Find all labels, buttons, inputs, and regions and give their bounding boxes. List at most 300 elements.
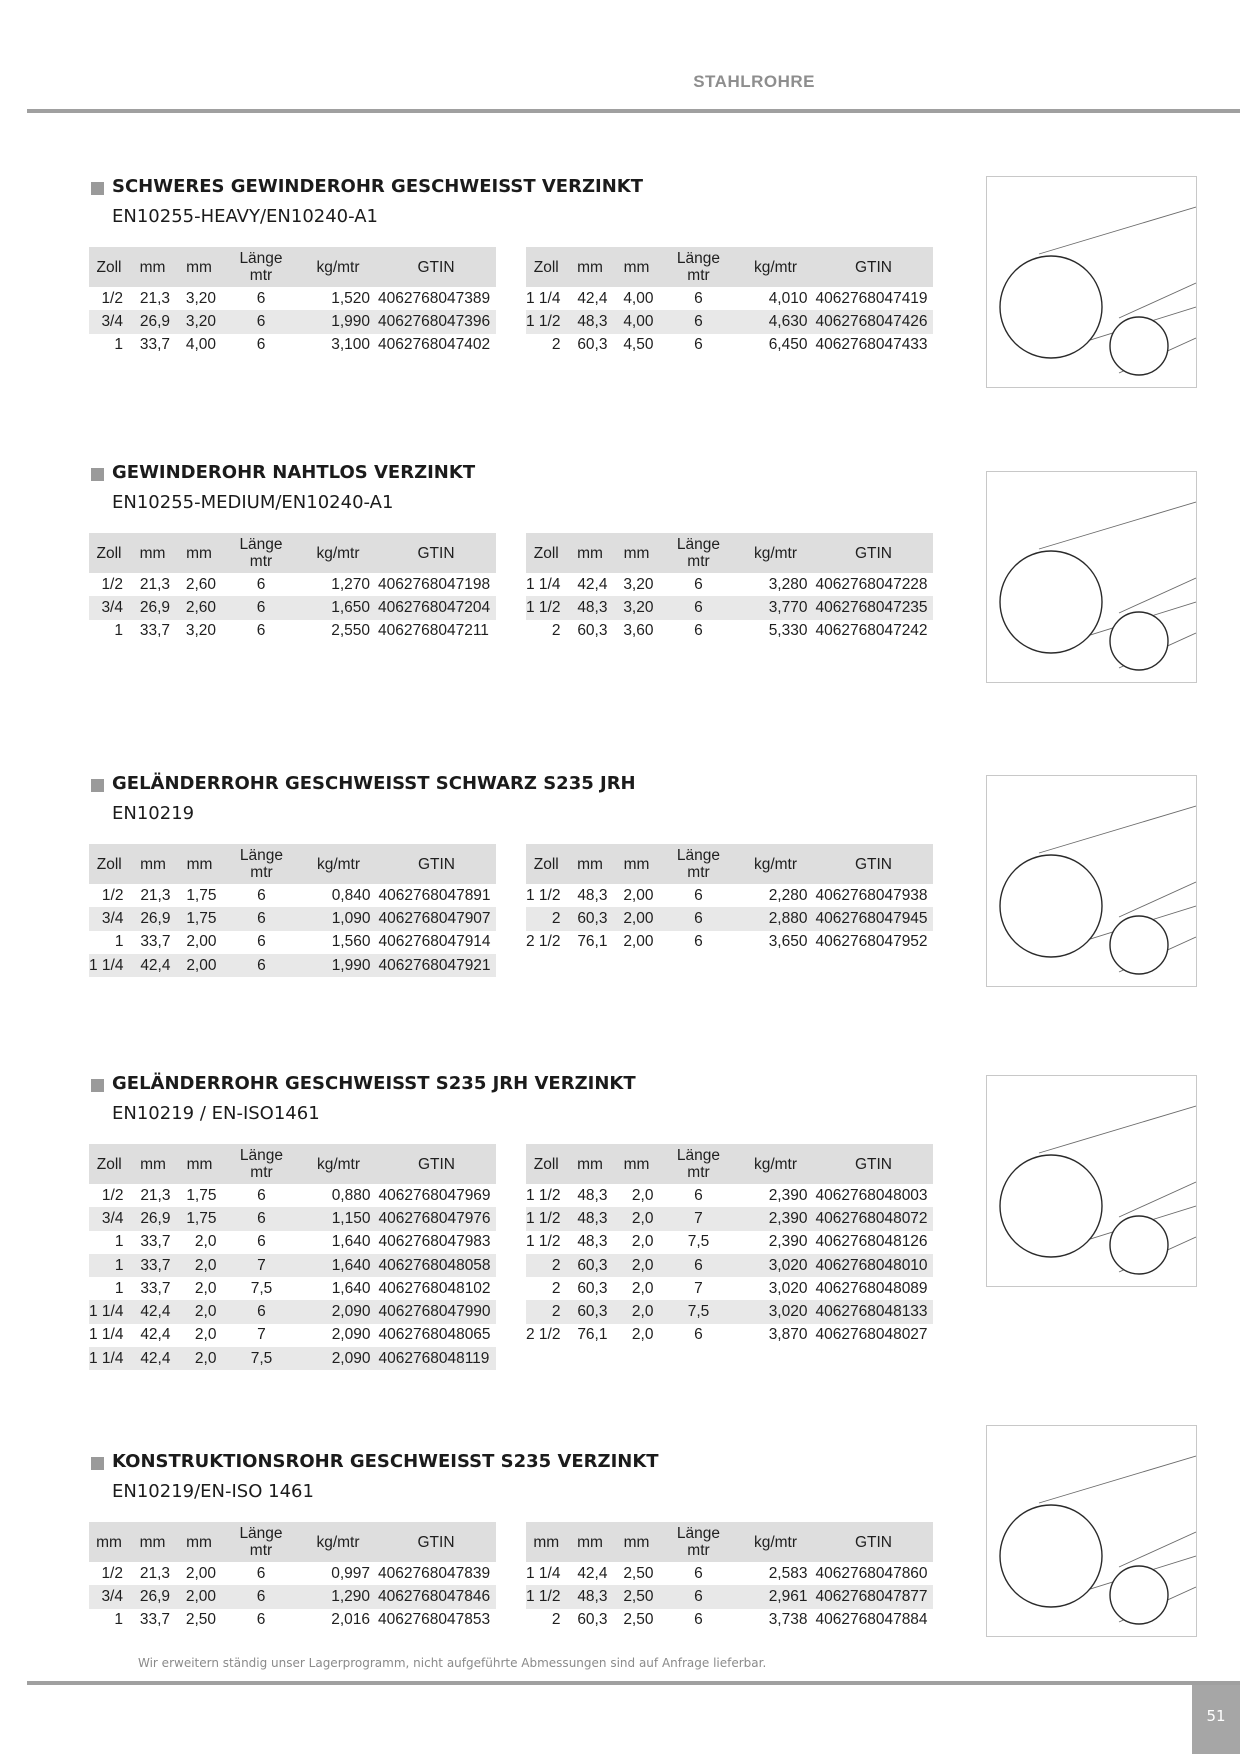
table-cell: 1,640 bbox=[300, 1254, 376, 1277]
table-cell: 2,0 bbox=[631, 1326, 654, 1344]
table-row bbox=[89, 954, 496, 977]
table-cell: 1/2 bbox=[101, 575, 123, 593]
table-cell: 6 bbox=[659, 1585, 737, 1608]
table-cell: 3,100 bbox=[331, 336, 370, 354]
table-cell: 6 bbox=[659, 907, 737, 930]
page-number: 51 bbox=[1206, 1707, 1226, 1725]
table-cell: 6 bbox=[256, 1611, 266, 1629]
table-row bbox=[89, 1347, 496, 1370]
table-cell: 1,75 bbox=[176, 907, 222, 930]
table-cell: 4062768047853 bbox=[378, 1611, 491, 1629]
table-cell: 2,583 bbox=[768, 1564, 808, 1582]
table-row bbox=[526, 1300, 933, 1323]
table-cell: 6 bbox=[659, 596, 737, 619]
table-row bbox=[526, 1254, 933, 1277]
table-cell: 4062768047389 bbox=[378, 289, 491, 307]
pipe-illustration-icon bbox=[987, 776, 1196, 986]
table-cell: 42,4 bbox=[577, 289, 608, 307]
table-cell: 21,3 bbox=[139, 289, 170, 307]
table-cell: 3/4 bbox=[89, 1585, 129, 1608]
table-cell: 3,738 bbox=[768, 1611, 808, 1629]
table-row bbox=[89, 310, 496, 333]
table-cell: 1 bbox=[114, 622, 123, 640]
table-cell: 4062768048010 bbox=[813, 1254, 933, 1277]
table-cell: 0,880 bbox=[331, 1186, 371, 1204]
table-cell: 6 bbox=[694, 622, 703, 640]
pipe-image-box bbox=[986, 1075, 1197, 1287]
table-cell: 4062768048027 bbox=[815, 1326, 928, 1344]
table-row bbox=[89, 1585, 496, 1608]
bullet-square-icon bbox=[91, 779, 104, 792]
column-header: mm bbox=[613, 533, 659, 573]
table-cell: 7 bbox=[694, 1279, 703, 1297]
table-cell: 2,880 bbox=[737, 907, 813, 930]
table-cell: 21,3 bbox=[139, 575, 170, 593]
column-header: mm bbox=[176, 1522, 222, 1562]
table-cell: 1 1/2 bbox=[526, 1207, 566, 1230]
column-header: mm bbox=[566, 844, 613, 884]
table-cell: 1,75 bbox=[176, 1207, 222, 1230]
table-row bbox=[526, 931, 933, 954]
table-cell: 1,270 bbox=[331, 575, 370, 593]
column-header: mm bbox=[176, 247, 222, 287]
table-cell: 2,00 bbox=[186, 933, 217, 951]
table-row bbox=[526, 1562, 933, 1585]
table-cell: 2,0 bbox=[176, 1300, 222, 1323]
table-cell: 3,020 bbox=[768, 1279, 808, 1297]
table-row bbox=[89, 1254, 496, 1277]
bullet-square-icon bbox=[91, 1079, 104, 1092]
column-header: mm bbox=[176, 533, 222, 573]
table-cell: 60,3 bbox=[566, 907, 613, 930]
table-cell: 1/2 bbox=[101, 289, 123, 307]
pipe-image-box bbox=[986, 1425, 1197, 1637]
section-title: SCHWERES GEWINDEROHR GESCHWEISST VERZINKT bbox=[112, 176, 643, 197]
table-cell: 4062768048102 bbox=[378, 1279, 491, 1297]
column-header: Länge mtr bbox=[222, 1144, 300, 1184]
table-cell: 6 bbox=[222, 596, 300, 619]
column-header: mm bbox=[613, 247, 659, 287]
section-standard: EN10219 bbox=[112, 803, 195, 824]
table-header-row bbox=[526, 247, 933, 287]
table-cell: 4062768048119 bbox=[376, 1347, 496, 1370]
table-cell: 21,3 bbox=[139, 1564, 170, 1582]
column-header: mm bbox=[613, 844, 659, 884]
table-cell: 4062768047945 bbox=[813, 907, 933, 930]
table-cell: 26,9 bbox=[129, 1207, 176, 1230]
table-cell: 33,7 bbox=[140, 933, 171, 951]
table-cell: 1 bbox=[114, 1611, 123, 1629]
table-cell: 4062768047877 bbox=[813, 1585, 933, 1608]
column-header: Zoll bbox=[526, 533, 566, 573]
column-header: mm bbox=[129, 844, 176, 884]
column-header: mm bbox=[129, 247, 176, 287]
table-row bbox=[89, 1324, 496, 1347]
table-cell: 5,330 bbox=[768, 622, 808, 640]
table-cell: 1/2 bbox=[101, 1186, 124, 1204]
table-cell: 1,990 bbox=[300, 310, 376, 333]
table-cell: 33,7 bbox=[140, 1233, 171, 1251]
table-cell: 6,450 bbox=[768, 336, 808, 354]
column-header: kg/mtr bbox=[737, 533, 813, 573]
table-cell: 4062768048003 bbox=[815, 1186, 928, 1204]
table-cell: 6 bbox=[257, 1186, 266, 1204]
table-row bbox=[526, 1184, 933, 1207]
table-row bbox=[526, 1585, 933, 1608]
column-header: kg/mtr bbox=[300, 1522, 376, 1562]
column-header: kg/mtr bbox=[300, 247, 376, 287]
table-cell: 4062768048089 bbox=[815, 1279, 928, 1297]
column-header: mm bbox=[129, 533, 176, 573]
table-cell: 2,0 bbox=[176, 1254, 222, 1277]
column-header: mm bbox=[89, 1522, 129, 1562]
table-cell: 26,9 bbox=[129, 1585, 176, 1608]
table-cell: 4062768048072 bbox=[813, 1207, 933, 1230]
table-cell: 48,3 bbox=[566, 596, 613, 619]
table-cell: 2,390 bbox=[768, 1186, 808, 1204]
column-header: Zoll bbox=[89, 1144, 129, 1184]
table-cell: 7,5 bbox=[250, 1279, 273, 1297]
table-cell: 4062768047235 bbox=[813, 596, 933, 619]
column-header: kg/mtr bbox=[737, 247, 813, 287]
footnote: Wir erweitern ständig unser Lagerprogramm, nicht aufgeführte Abmessungen sind auf Anfrage lieferbar. bbox=[138, 1656, 767, 1670]
table-cell: 48,3 bbox=[577, 1186, 608, 1204]
table-cell: 2,0 bbox=[631, 1279, 654, 1297]
pipe-table-left bbox=[89, 1144, 496, 1370]
table-cell: 4062768048058 bbox=[376, 1254, 496, 1277]
page-header-title: STAHLROHRE bbox=[693, 72, 815, 91]
table-cell: 0,840 bbox=[331, 886, 371, 904]
table-cell: 48,3 bbox=[577, 1233, 608, 1251]
table-cell: 7 bbox=[222, 1254, 300, 1277]
column-header: Zoll bbox=[526, 1144, 566, 1184]
table-cell: 2 bbox=[551, 622, 561, 640]
column-header: mm bbox=[129, 1522, 176, 1562]
table-cell: 4062768047907 bbox=[376, 907, 496, 930]
table-cell: 33,7 bbox=[139, 622, 170, 640]
column-header: Zoll bbox=[89, 247, 129, 287]
table-cell: 26,9 bbox=[129, 907, 176, 930]
column-header: GTIN bbox=[376, 533, 496, 573]
table-cell: 1 1/2 bbox=[526, 1585, 566, 1608]
pipe-table-right bbox=[526, 247, 933, 357]
table-cell: 2,00 bbox=[613, 907, 659, 930]
table-cell: 33,7 bbox=[139, 336, 170, 354]
table-header-row bbox=[89, 844, 496, 884]
table-cell: 6 bbox=[694, 933, 703, 951]
table-cell: 2 bbox=[551, 336, 561, 354]
section-title: GEWINDEROHR NAHTLOS VERZINKT bbox=[112, 462, 476, 483]
table-cell: 21,3 bbox=[140, 886, 171, 904]
table-cell: 3,020 bbox=[737, 1300, 813, 1323]
table-row bbox=[89, 620, 496, 643]
table-cell: 4062768048065 bbox=[378, 1326, 491, 1344]
table-cell: 7 bbox=[659, 1207, 737, 1230]
table-cell: 3,60 bbox=[623, 622, 654, 640]
table-cell: 1 1/2 bbox=[526, 1233, 561, 1251]
table-cell: 2,0 bbox=[194, 1279, 217, 1297]
table-cell: 3,020 bbox=[737, 1254, 813, 1277]
table-cell: 48,3 bbox=[566, 1207, 613, 1230]
table-cell: 42,4 bbox=[140, 1326, 171, 1344]
table-cell: 1,290 bbox=[300, 1585, 376, 1608]
table-cell: 6 bbox=[694, 1611, 703, 1629]
table-cell: 2,00 bbox=[176, 954, 222, 977]
table-row bbox=[526, 1277, 933, 1300]
table-cell: 4,630 bbox=[737, 310, 813, 333]
table-cell: 4062768047426 bbox=[813, 310, 933, 333]
table-cell: 33,7 bbox=[129, 1254, 176, 1277]
table-cell: 3,20 bbox=[613, 596, 659, 619]
table-cell: 1,560 bbox=[331, 933, 371, 951]
table-cell: 48,3 bbox=[566, 1585, 613, 1608]
table-cell: 3,870 bbox=[768, 1326, 808, 1344]
table-cell: 1/2 bbox=[101, 886, 124, 904]
pipe-illustration-icon bbox=[987, 1426, 1196, 1636]
pipe-table-left bbox=[89, 247, 496, 357]
table-cell: 2,961 bbox=[737, 1585, 813, 1608]
pipe-illustration-icon bbox=[987, 1076, 1196, 1286]
table-row bbox=[89, 1300, 496, 1323]
table-row bbox=[89, 884, 496, 907]
column-header: Länge mtr bbox=[659, 1522, 737, 1562]
table-cell: 4062768047990 bbox=[376, 1300, 496, 1323]
column-header: GTIN bbox=[813, 1144, 933, 1184]
table-cell: 2,0 bbox=[194, 1233, 217, 1251]
pipe-illustration-icon bbox=[987, 472, 1196, 682]
table-cell: 4,00 bbox=[623, 289, 654, 307]
column-header: Länge mtr bbox=[659, 1144, 737, 1184]
table-cell: 2,280 bbox=[768, 886, 808, 904]
table-cell: 76,1 bbox=[577, 1326, 608, 1344]
table-cell: 2,0 bbox=[194, 1326, 217, 1344]
column-header: kg/mtr bbox=[737, 1522, 813, 1562]
table-cell: 2,00 bbox=[185, 1564, 216, 1582]
table-cell: 2 1/2 bbox=[526, 933, 561, 951]
table-row bbox=[89, 1231, 496, 1254]
table-row bbox=[526, 1207, 933, 1230]
table-cell: 4062768047419 bbox=[815, 289, 928, 307]
table-cell: 1,75 bbox=[186, 1186, 217, 1204]
column-header: mm bbox=[566, 1522, 613, 1562]
table-cell: 6 bbox=[694, 575, 703, 593]
column-header: Länge mtr bbox=[222, 247, 300, 287]
table-row bbox=[89, 596, 496, 619]
table-cell: 1 bbox=[114, 336, 123, 354]
table-cell: 2,0 bbox=[631, 1233, 654, 1251]
column-header: GTIN bbox=[376, 247, 496, 287]
table-cell: 4062768047983 bbox=[378, 1233, 491, 1251]
section-title: GELÄNDERROHR GESCHWEISST SCHWARZ S235 JRH bbox=[112, 773, 636, 794]
table-cell: 26,9 bbox=[129, 596, 176, 619]
table-cell: 6 bbox=[694, 1564, 703, 1582]
table-cell: 2,00 bbox=[623, 886, 654, 904]
table-cell: 2,090 bbox=[300, 1300, 376, 1323]
table-cell: 2,550 bbox=[331, 622, 370, 640]
table-cell: 6 bbox=[256, 575, 266, 593]
pipe-image-box bbox=[986, 775, 1197, 987]
table-cell: 6 bbox=[256, 289, 266, 307]
column-header: Länge mtr bbox=[659, 247, 737, 287]
table-cell: 1,640 bbox=[331, 1233, 371, 1251]
table-row bbox=[526, 573, 933, 596]
table-cell: 60,3 bbox=[566, 1300, 613, 1323]
pipe-table-left bbox=[89, 1522, 496, 1632]
column-header: Zoll bbox=[89, 533, 129, 573]
table-row bbox=[89, 1184, 496, 1207]
table-cell: 6 bbox=[222, 1207, 300, 1230]
table-cell: 4062768047860 bbox=[815, 1564, 928, 1582]
table-header-row bbox=[526, 1144, 933, 1184]
table-cell: 6 bbox=[257, 886, 266, 904]
table-row bbox=[526, 596, 933, 619]
column-header: GTIN bbox=[376, 1144, 496, 1184]
table-header-row bbox=[526, 844, 933, 884]
column-header: Länge mtr bbox=[222, 1522, 300, 1562]
table-cell: 6 bbox=[256, 1564, 266, 1582]
table-cell: 6 bbox=[222, 1585, 300, 1608]
column-header: mm bbox=[613, 1522, 659, 1562]
table-cell: 4062768047242 bbox=[815, 622, 928, 640]
table-cell: 2,0 bbox=[176, 1347, 222, 1370]
table-row bbox=[526, 310, 933, 333]
table-cell: 2,50 bbox=[623, 1564, 654, 1582]
table-cell: 1 1/2 bbox=[526, 596, 566, 619]
table-cell: 4062768047839 bbox=[378, 1564, 491, 1582]
table-cell: 1 1/4 bbox=[89, 954, 129, 977]
table-cell: 1,150 bbox=[300, 1207, 376, 1230]
table-cell: 4062768047396 bbox=[376, 310, 496, 333]
table-cell: 4062768047211 bbox=[378, 622, 489, 640]
table-header-row bbox=[89, 533, 496, 573]
table-cell: 4062768047402 bbox=[378, 336, 491, 354]
pipe-image-box bbox=[986, 471, 1197, 683]
table-cell: 6 bbox=[694, 1326, 703, 1344]
table-row bbox=[89, 1609, 496, 1632]
table-cell: 33,7 bbox=[140, 1279, 171, 1297]
table-cell: 60,3 bbox=[577, 1279, 608, 1297]
table-cell: 60,3 bbox=[577, 622, 608, 640]
table-cell: 6 bbox=[694, 289, 703, 307]
page-number-box bbox=[1192, 1685, 1240, 1754]
table-cell: 60,3 bbox=[566, 1254, 613, 1277]
column-header: kg/mtr bbox=[737, 1144, 813, 1184]
table-cell: 48,3 bbox=[577, 886, 608, 904]
column-header: GTIN bbox=[813, 247, 933, 287]
table-cell: 4,00 bbox=[185, 336, 216, 354]
table-cell: 6 bbox=[222, 954, 300, 977]
table-cell: 3,20 bbox=[185, 622, 216, 640]
table-row bbox=[89, 1207, 496, 1230]
table-cell: 2,0 bbox=[631, 1186, 654, 1204]
table-cell: 7,5 bbox=[659, 1300, 737, 1323]
table-cell: 2,0 bbox=[613, 1300, 659, 1323]
table-cell: 1 1/2 bbox=[526, 310, 566, 333]
table-cell: 4062768047846 bbox=[376, 1585, 496, 1608]
section-standard: EN10255-MEDIUM/EN10240-A1 bbox=[112, 492, 394, 513]
table-row bbox=[526, 884, 933, 907]
table-cell: 2 1/2 bbox=[526, 1326, 561, 1344]
footer-divider bbox=[27, 1681, 1240, 1685]
bullet-square-icon bbox=[91, 182, 104, 195]
pipe-image-box bbox=[986, 176, 1197, 388]
table-cell: 4,00 bbox=[613, 310, 659, 333]
column-header: Länge mtr bbox=[659, 533, 737, 573]
table-cell: 2,50 bbox=[613, 1585, 659, 1608]
table-cell: 1 bbox=[114, 1233, 124, 1251]
table-cell: 42,4 bbox=[577, 1564, 608, 1582]
section-title: KONSTRUKTIONSROHR GESCHWEISST S235 VERZINKT bbox=[112, 1451, 659, 1472]
table-cell: 42,4 bbox=[129, 1300, 176, 1323]
table-header-row bbox=[89, 1522, 496, 1562]
table-cell: 3/4 bbox=[89, 1207, 129, 1230]
table-cell: 2,00 bbox=[623, 933, 654, 951]
column-header: GTIN bbox=[813, 1522, 933, 1562]
table-cell: 2,0 bbox=[613, 1207, 659, 1230]
table-row bbox=[89, 573, 496, 596]
table-cell: 42,4 bbox=[129, 1347, 176, 1370]
table-cell: 2,016 bbox=[331, 1611, 370, 1629]
table-cell: 6 bbox=[222, 907, 300, 930]
column-header: GTIN bbox=[376, 844, 496, 884]
table-cell: 1 1/4 bbox=[89, 1347, 129, 1370]
column-header: Länge mtr bbox=[222, 533, 300, 573]
table-row bbox=[526, 334, 933, 357]
section-standard: EN10219 / EN-ISO1461 bbox=[112, 1103, 320, 1124]
table-cell: 1 1/4 bbox=[89, 1326, 124, 1344]
pipe-table-right bbox=[526, 1522, 933, 1632]
table-cell: 60,3 bbox=[577, 1611, 608, 1629]
table-cell: 7 bbox=[257, 1326, 266, 1344]
table-cell: 2,390 bbox=[768, 1233, 808, 1251]
table-cell: 2 bbox=[526, 907, 566, 930]
table-cell: 6 bbox=[256, 622, 266, 640]
table-cell: 1 1/4 bbox=[526, 289, 561, 307]
column-header: Zoll bbox=[526, 844, 566, 884]
table-cell: 1 bbox=[114, 1279, 124, 1297]
table-cell: 2,50 bbox=[623, 1611, 654, 1629]
column-header: mm bbox=[176, 844, 222, 884]
table-cell: 1 bbox=[89, 1254, 129, 1277]
pipe-illustration-icon bbox=[987, 177, 1196, 387]
column-header: mm bbox=[566, 1144, 613, 1184]
table-cell: 6 bbox=[694, 1186, 703, 1204]
table-cell: 2 bbox=[526, 1254, 566, 1277]
section-standard: EN10219/EN-ISO 1461 bbox=[112, 1481, 314, 1502]
table-cell: 4,50 bbox=[623, 336, 654, 354]
table-cell: 33,7 bbox=[139, 1611, 170, 1629]
table-cell: 4062768047914 bbox=[378, 933, 491, 951]
table-cell: 21,3 bbox=[140, 1186, 171, 1204]
column-header: Länge mtr bbox=[659, 844, 737, 884]
table-row bbox=[89, 334, 496, 357]
table-header-row bbox=[526, 1522, 933, 1562]
column-header: Zoll bbox=[89, 844, 129, 884]
table-row bbox=[526, 1609, 933, 1632]
table-cell: 4,010 bbox=[768, 289, 808, 307]
table-cell: 3,280 bbox=[768, 575, 808, 593]
header-divider bbox=[27, 109, 1240, 113]
table-cell: 2 bbox=[551, 1611, 561, 1629]
column-header: kg/mtr bbox=[300, 1144, 376, 1184]
table-cell: 3/4 bbox=[89, 596, 129, 619]
table-cell: 6 bbox=[256, 336, 266, 354]
column-header: mm bbox=[526, 1522, 566, 1562]
table-cell: 2 bbox=[526, 1300, 566, 1323]
table-cell: 6 bbox=[659, 1254, 737, 1277]
column-header: Länge mtr bbox=[222, 844, 300, 884]
column-header: kg/mtr bbox=[737, 844, 813, 884]
